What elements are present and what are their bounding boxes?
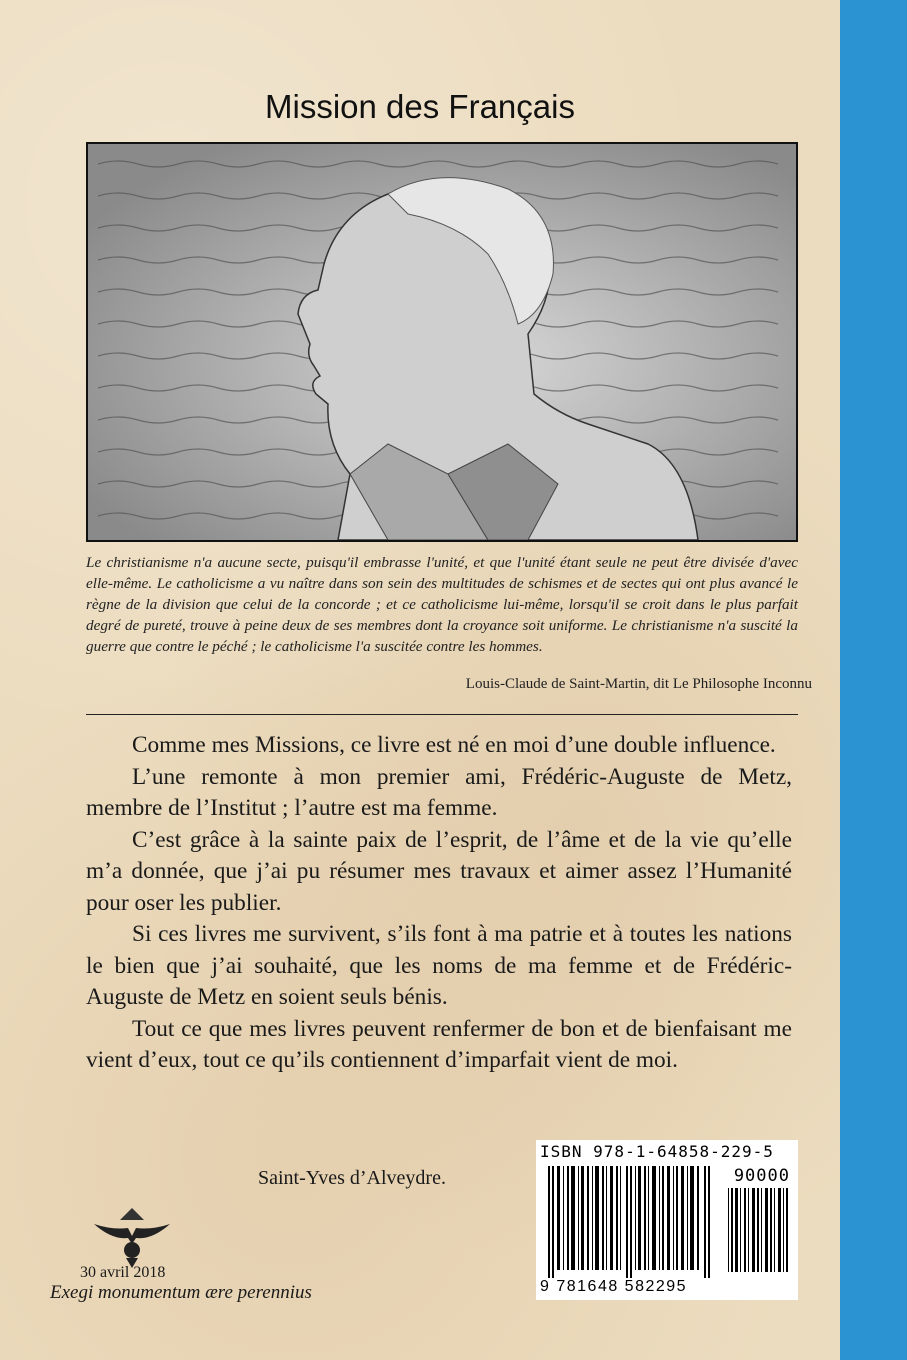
price-code: 90000: [733, 1166, 790, 1186]
motto: Exegi monumentum ære perennius: [50, 1282, 312, 1303]
portrait-image: [86, 142, 798, 542]
epigraph-quote: Le christianisme n'a aucune secte, puisqu'il embrasse l'unité, et que l'unité étant seule ne peut être divisée d'avec elle-même. Le catholicisme a vu naître dans son sein des multitudes de schismes et de sectes qui ont plus avancé le règne de la division que celui de la concorde ; et ce catholicisme lui-même, lorsqu'il se croit dans le plus parfait degré de pureté, trouve à peine deux de ses membres dont la croyance soit uniforme. Le christianisme n'a suscité la guerre que contre le péché ; le catholicisme l'a suscitée contre les hommes.: [86, 554, 798, 655]
addon-barcode: [726, 1188, 792, 1272]
signature: Saint-Yves d’Alveydre.: [258, 1167, 446, 1189]
ean-barcode: [540, 1166, 720, 1278]
paragraph: Tout ce que mes livres peuvent renfermer de bon et de bienfaisant me vient d’eux, tout ce qu’ils contiennent d’imparfait vient de moi.: [86, 1015, 792, 1073]
isbn-label: ISBN 978-1-64858-229-5: [540, 1142, 774, 1161]
paragraph: Si ces livres me survivent, s’ils font à ma patrie et à toutes les nations le bien que j’ai souhaité, que les noms de ma femme et de Frédéric-Auguste de Metz en soient seuls bénis.: [86, 921, 792, 1010]
book-title: Mission des Français: [265, 88, 575, 125]
publication-date: 30 avril 2018: [80, 1264, 166, 1281]
paragraph: Comme mes Missions, ce livre est né en moi d’une double influence.: [132, 732, 776, 758]
isbn-barcode: [536, 1140, 798, 1300]
paragraph: L’une remonte à mon premier ami, Frédéric-Auguste de Metz, membre de l’Institut ; l’autre est ma femme.: [86, 763, 792, 821]
paragraph: C’est grâce à la sainte paix de l’esprit, de l’âme et de la vie qu’elle m’a donnée, que j’ai pu résumer mes travaux et aimer assez l’Humanité pour oser les publier.: [86, 826, 792, 916]
publisher-emblem-icon: [92, 1200, 172, 1270]
epigraph-attribution: Louis-Claude de Saint-Martin, dit Le Philosophe Inconnu: [465, 676, 812, 692]
dedication-text: [86, 730, 792, 1077]
divider: [86, 714, 798, 715]
ean-digits: 9 781648 582295: [540, 1278, 688, 1295]
